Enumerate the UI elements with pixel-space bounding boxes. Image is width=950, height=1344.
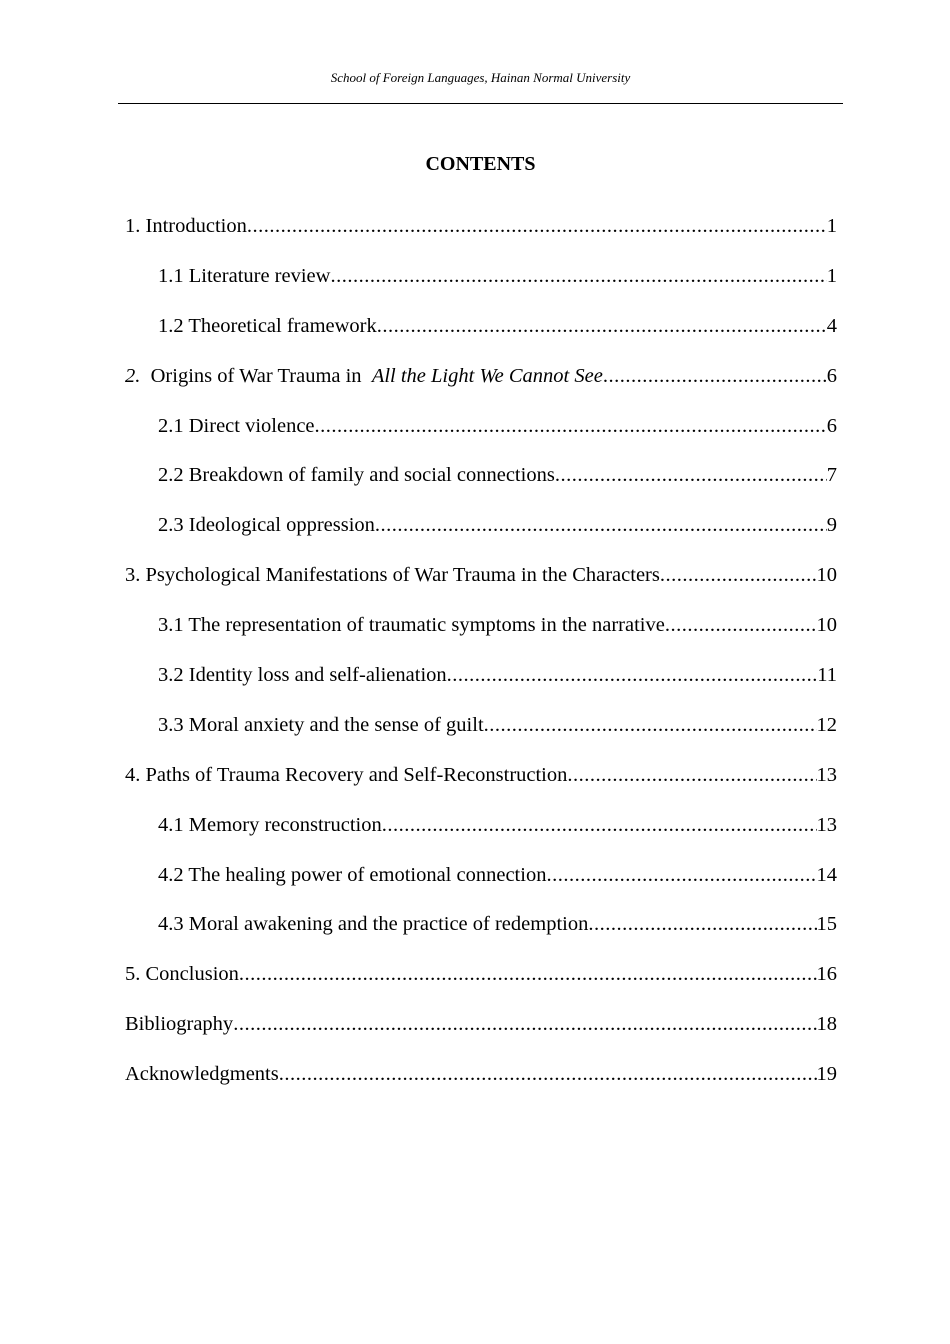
toc-entry-moral-anxiety[interactable] [125, 712, 837, 762]
toc-page-number: 15 [816, 913, 837, 936]
toc-entry-label: 2.1 Direct violence [158, 414, 315, 437]
toc-entry-theoretical-framework[interactable] [125, 313, 837, 363]
toc-page-number: 14 [816, 863, 837, 886]
toc-entry-book-title: All the Light We Cannot See [371, 364, 603, 387]
toc-page-number: 12 [816, 713, 837, 736]
toc-dot-leader [665, 612, 817, 638]
toc-page-number: 18 [816, 1013, 837, 1036]
toc-dot-leader [375, 512, 827, 538]
toc-entry-label: 2.3 Ideological oppression [158, 514, 375, 537]
toc-entry-label: 1.2 Theoretical framework [158, 314, 377, 337]
toc-page-number: 11 [817, 664, 837, 687]
toc-page-number: 13 [816, 813, 837, 836]
toc-entry-label: 3.1 The representation of traumatic symptoms in the narrative [158, 614, 665, 637]
toc-entry-label: 4.1 Memory reconstruction [158, 813, 382, 836]
toc-entry-label: 1.1 Literature review [158, 264, 331, 287]
toc-entry-number: 2. [125, 364, 141, 387]
toc-entry-label: 3.2 Identity loss and self-alienation [158, 664, 447, 687]
toc-entry-label: 2.2 Breakdown of family and social connections [158, 464, 555, 487]
toc-list [125, 213, 837, 1111]
header-rule [118, 103, 843, 104]
toc-entry-moral-awakening[interactable] [125, 911, 837, 961]
toc-entry-label-prefix: Origins of War Trauma in [150, 364, 362, 387]
toc-dot-leader [377, 313, 827, 339]
toc-page-number: 9 [826, 514, 837, 537]
toc-dot-leader [279, 1061, 817, 1087]
toc-entry-label: 1. Introduction [125, 215, 247, 237]
toc-entry-memory-reconstruction[interactable] [125, 812, 837, 862]
toc-dot-leader [567, 762, 816, 788]
toc-entry-identity-loss[interactable] [125, 662, 837, 712]
toc-dot-leader [233, 1011, 816, 1037]
toc-entry-breakdown-of-family[interactable] [125, 462, 837, 512]
toc-entry-traumatic-symptoms[interactable] [125, 612, 837, 662]
toc-page-number: 4 [826, 314, 837, 337]
toc-entry-label: 4. Paths of Trauma Recovery and Self-Reconstruction [125, 763, 568, 786]
toc-page-number: 1 [826, 264, 837, 287]
toc-entry-label: 4.2 The healing power of emotional connection [158, 863, 547, 886]
toc-dot-leader [447, 662, 818, 688]
toc-entry-label: 5. Conclusion [125, 963, 239, 986]
toc-page-number: 13 [816, 763, 837, 786]
toc-entry-bibliography[interactable] [125, 1011, 837, 1061]
running-header: School of Foreign Languages, Hainan Normal University [330, 70, 631, 85]
toc-entry-label [125, 363, 603, 389]
toc-dot-leader [660, 562, 817, 588]
toc-entry-emotional-connection[interactable] [125, 862, 837, 912]
toc-dot-leader [546, 862, 816, 888]
toc-page-number: 19 [816, 1063, 837, 1086]
toc-page-number: 6 [826, 414, 837, 437]
toc-page-number: 7 [826, 464, 837, 487]
toc-page-number: 1 [826, 215, 837, 237]
toc-dot-leader [382, 812, 817, 838]
toc-entry-label: 4.3 Moral awakening and the practice of redemption [158, 913, 589, 936]
toc-dot-leader [555, 462, 827, 488]
toc-title: CONTENTS [425, 153, 536, 175]
toc-dot-leader [315, 413, 827, 439]
toc-entry-origins-of-war-trauma[interactable] [125, 363, 837, 413]
toc-dot-leader [588, 911, 816, 937]
toc-entry-label: 3.3 Moral anxiety and the sense of guilt [158, 713, 484, 736]
toc-entry-direct-violence[interactable] [125, 413, 837, 463]
toc-dot-leader [239, 961, 817, 987]
toc-page-number: 10 [816, 614, 837, 637]
toc-entry-literature-review[interactable] [125, 263, 837, 313]
toc-entry-psychological-manifestations[interactable] [125, 562, 837, 612]
toc-entry-label: Acknowledgments [125, 1063, 279, 1086]
toc-dot-leader [484, 712, 817, 738]
toc-dot-leader [247, 213, 827, 239]
toc-entry-acknowledgments[interactable] [125, 1061, 837, 1111]
toc-entry-conclusion[interactable] [125, 961, 837, 1011]
toc-dot-leader [330, 263, 826, 289]
toc-entry-introduction[interactable] [125, 213, 837, 263]
toc-page-number: 16 [816, 963, 837, 986]
toc-entry-label: 3. Psychological Manifestations of War Trauma in the Characters [125, 564, 660, 587]
toc-entry-paths-of-recovery[interactable] [125, 762, 837, 812]
toc-entry-ideological-oppression[interactable] [125, 512, 837, 562]
toc-entry-label: Bibliography [125, 1013, 234, 1036]
toc-page-number: 6 [826, 364, 837, 387]
toc-dot-leader [603, 363, 827, 389]
toc-page-number: 10 [816, 564, 837, 587]
